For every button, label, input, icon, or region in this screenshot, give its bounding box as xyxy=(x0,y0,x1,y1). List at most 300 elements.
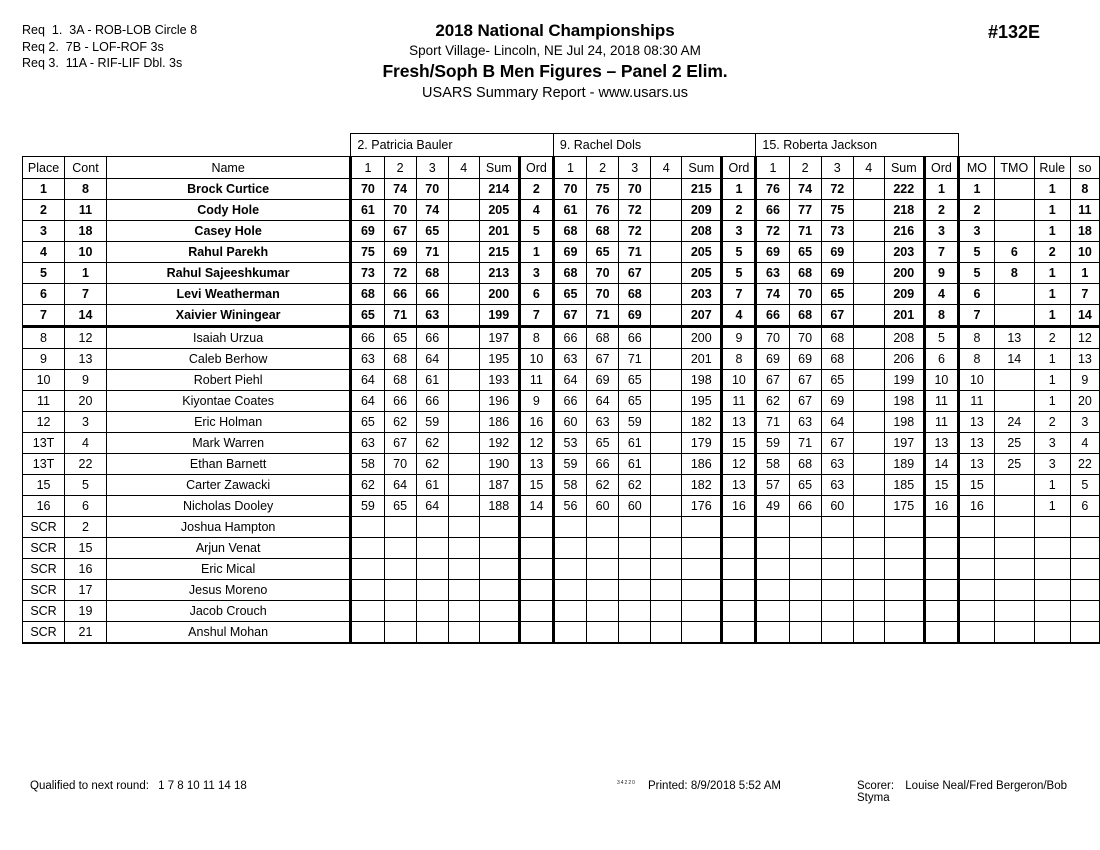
cell-j2-score-2: 66 xyxy=(587,454,619,475)
table-row[interactable] xyxy=(23,370,1100,391)
cell-j1-ord xyxy=(519,538,553,559)
cell-so xyxy=(1070,517,1099,538)
cell-j3-score-2: 71 xyxy=(789,221,821,242)
cell-j3-ord xyxy=(924,538,958,559)
cell-rule xyxy=(1034,580,1070,601)
cell-so: 22 xyxy=(1070,454,1099,475)
col-header-j2-score-3: 3 xyxy=(619,157,651,179)
cell-j3-score-4 xyxy=(853,179,884,200)
cell-place: 13T xyxy=(23,433,65,454)
cell-mo: 5 xyxy=(958,242,994,263)
cell-j2-ord xyxy=(722,538,756,559)
table-row[interactable] xyxy=(23,327,1100,349)
cell-j2-score-2: 76 xyxy=(587,200,619,221)
requirement-line-3: Req 3. 11A - RIF-LIF Dbl. 3s xyxy=(22,56,183,70)
cell-so: 6 xyxy=(1070,496,1099,517)
cell-j1-score-2: 62 xyxy=(384,412,416,433)
cell-j2-ord xyxy=(722,517,756,538)
cell-j2-score-1: 61 xyxy=(553,200,586,221)
cell-j3-score-2: 63 xyxy=(789,412,821,433)
cell-j2-score-1: 58 xyxy=(553,475,586,496)
cell-j2-score-3: 60 xyxy=(619,496,651,517)
cell-mo xyxy=(958,622,994,644)
cell-j1-score-1: 65 xyxy=(351,305,384,327)
col-header-cont: Cont xyxy=(65,157,107,179)
cell-j3-score-3 xyxy=(821,580,853,601)
cell-cont: 22 xyxy=(65,454,107,475)
cell-j3-sum xyxy=(884,601,924,622)
cell-j1-score-3: 64 xyxy=(416,496,448,517)
cell-j2-score-4 xyxy=(651,263,682,284)
cell-j1-ord xyxy=(519,517,553,538)
cell-j2-score-1: 68 xyxy=(553,263,586,284)
table-row[interactable] xyxy=(23,242,1100,263)
cell-j3-score-3: 68 xyxy=(821,349,853,370)
cell-cont: 19 xyxy=(65,601,107,622)
cell-rule: 1 xyxy=(1034,475,1070,496)
cell-place: 9 xyxy=(23,349,65,370)
cell-mo: 6 xyxy=(958,284,994,305)
cell-j3-ord: 16 xyxy=(924,496,958,517)
cell-j2-score-3: 71 xyxy=(619,349,651,370)
cell-j2-ord: 16 xyxy=(722,496,756,517)
cell-j1-sum: 190 xyxy=(479,454,519,475)
table-row[interactable] xyxy=(23,221,1100,242)
col-header-j1-score-3: 3 xyxy=(416,157,448,179)
cell-name: Ethan Barnett xyxy=(106,454,350,475)
cell-cont: 1 xyxy=(65,263,107,284)
cell-j3-score-4 xyxy=(853,580,884,601)
table-row[interactable] xyxy=(23,580,1100,601)
cell-j1-score-4 xyxy=(448,305,479,327)
col-header-j3-score-4: 4 xyxy=(853,157,884,179)
printed-label: Printed: xyxy=(648,780,688,792)
cell-j2-score-2: 64 xyxy=(587,391,619,412)
cell-j3-score-1: 76 xyxy=(756,179,789,200)
cell-j3-score-3: 64 xyxy=(821,412,853,433)
cell-j2-score-2: 62 xyxy=(587,475,619,496)
cell-rule: 2 xyxy=(1034,242,1070,263)
cell-j1-score-3 xyxy=(416,622,448,644)
requirement-line-1: Req 1. 3A - ROB-LOB Circle 8 xyxy=(22,23,198,37)
cell-j3-score-2: 65 xyxy=(789,242,821,263)
cell-j3-score-2: 68 xyxy=(789,305,821,327)
cell-j3-score-4 xyxy=(853,559,884,580)
cell-j3-score-4 xyxy=(853,200,884,221)
col-header-j2-ord: Ord xyxy=(722,157,756,179)
cell-j2-sum: 198 xyxy=(682,370,722,391)
col-header-rule: Rule xyxy=(1034,157,1070,179)
cell-j1-score-2: 74 xyxy=(384,179,416,200)
cell-j3-score-1: 62 xyxy=(756,391,789,412)
scorer-line xyxy=(857,780,1100,804)
cell-j1-score-4 xyxy=(448,370,479,391)
cell-j1-score-2: 64 xyxy=(384,475,416,496)
cell-mo: 10 xyxy=(958,370,994,391)
cell-j1-sum: 188 xyxy=(479,496,519,517)
cell-j3-score-4 xyxy=(853,433,884,454)
cell-rule: 3 xyxy=(1034,433,1070,454)
cell-j2-score-1: 59 xyxy=(553,454,586,475)
judge-band-spacer xyxy=(1070,134,1099,157)
cell-j3-score-2: 71 xyxy=(789,433,821,454)
cell-j2-score-4 xyxy=(651,200,682,221)
judge-band-spacer xyxy=(1034,134,1070,157)
cell-mo xyxy=(958,559,994,580)
cell-j1-sum xyxy=(479,580,519,601)
cell-j1-ord xyxy=(519,601,553,622)
cell-j1-score-2: 66 xyxy=(384,391,416,412)
cell-j3-ord: 2 xyxy=(924,200,958,221)
cell-j2-score-4 xyxy=(651,559,682,580)
cell-j2-score-2 xyxy=(587,622,619,644)
cell-j3-score-2 xyxy=(789,538,821,559)
cell-j3-score-3: 65 xyxy=(821,284,853,305)
column-header-row xyxy=(23,157,1100,179)
cell-name: Jesus Moreno xyxy=(106,580,350,601)
cell-j3-score-2: 77 xyxy=(789,200,821,221)
cell-j2-score-3 xyxy=(619,580,651,601)
table-row[interactable] xyxy=(23,391,1100,412)
col-header-j1-ord: Ord xyxy=(519,157,553,179)
report-version: 34220 xyxy=(617,780,636,786)
results-table-body xyxy=(23,134,1100,644)
cell-j2-ord: 13 xyxy=(722,475,756,496)
cell-cont: 10 xyxy=(65,242,107,263)
cell-cont: 16 xyxy=(65,559,107,580)
cell-j1-score-3: 68 xyxy=(416,263,448,284)
cell-j1-ord: 15 xyxy=(519,475,553,496)
cell-j1-score-4 xyxy=(448,327,479,349)
cell-j1-sum xyxy=(479,517,519,538)
cell-j2-score-1: 65 xyxy=(553,284,586,305)
cell-mo: 8 xyxy=(958,327,994,349)
cell-j3-ord: 14 xyxy=(924,454,958,475)
cell-place: SCR xyxy=(23,538,65,559)
cell-cont: 9 xyxy=(65,370,107,391)
cell-name: Rahul Sajeeshkumar xyxy=(106,263,350,284)
cell-tmo xyxy=(994,305,1034,327)
cell-so: 11 xyxy=(1070,200,1099,221)
cell-mo: 3 xyxy=(958,221,994,242)
event-division: Fresh/Soph B Men Figures – Panel 2 Elim. xyxy=(382,61,728,81)
cell-j2-ord: 12 xyxy=(722,454,756,475)
cell-tmo: 25 xyxy=(994,454,1034,475)
cell-j2-sum: 205 xyxy=(682,263,722,284)
cell-mo: 11 xyxy=(958,391,994,412)
cell-j3-score-4 xyxy=(853,601,884,622)
col-header-j1-score-1: 1 xyxy=(351,157,384,179)
cell-j2-sum: 209 xyxy=(682,200,722,221)
cell-j2-sum: 215 xyxy=(682,179,722,200)
cell-so: 5 xyxy=(1070,475,1099,496)
cell-tmo: 8 xyxy=(994,263,1034,284)
judge-band-spacer xyxy=(958,134,994,157)
cell-j3-score-1: 69 xyxy=(756,349,789,370)
table-row[interactable] xyxy=(23,454,1100,475)
cell-so xyxy=(1070,622,1099,644)
cell-j2-score-3: 65 xyxy=(619,370,651,391)
cell-j3-sum xyxy=(884,580,924,601)
cell-j3-score-3: 73 xyxy=(821,221,853,242)
cell-j2-sum: 208 xyxy=(682,221,722,242)
col-header-j3-score-3: 3 xyxy=(821,157,853,179)
col-header-name: Name xyxy=(106,157,350,179)
cell-j2-ord: 2 xyxy=(722,200,756,221)
cell-rule: 2 xyxy=(1034,412,1070,433)
cell-mo xyxy=(958,538,994,559)
cell-j1-score-2: 67 xyxy=(384,221,416,242)
cell-j3-ord: 13 xyxy=(924,433,958,454)
cell-j1-score-3: 61 xyxy=(416,475,448,496)
table-row[interactable] xyxy=(23,412,1100,433)
table-row[interactable] xyxy=(23,517,1100,538)
printed-line xyxy=(648,780,781,792)
table-row[interactable] xyxy=(23,475,1100,496)
cell-mo: 13 xyxy=(958,454,994,475)
cell-so: 14 xyxy=(1070,305,1099,327)
cell-j1-ord: 16 xyxy=(519,412,553,433)
cell-so: 3 xyxy=(1070,412,1099,433)
cell-j1-sum xyxy=(479,622,519,644)
cell-j2-score-3: 72 xyxy=(619,200,651,221)
cell-j1-score-4 xyxy=(448,454,479,475)
cell-j3-sum: 201 xyxy=(884,305,924,327)
cell-j1-ord: 12 xyxy=(519,433,553,454)
cell-j3-score-3 xyxy=(821,517,853,538)
cell-j1-score-1: 64 xyxy=(351,391,384,412)
col-header-place: Place xyxy=(23,157,65,179)
cell-j2-score-4 xyxy=(651,179,682,200)
cell-j3-score-2: 66 xyxy=(789,496,821,517)
results-table xyxy=(22,133,1100,644)
cell-j1-ord: 4 xyxy=(519,200,553,221)
table-row[interactable] xyxy=(23,433,1100,454)
judge-3-label: 15. Roberta Jackson xyxy=(756,134,959,157)
cell-j1-sum xyxy=(479,601,519,622)
cell-j1-score-3: 74 xyxy=(416,200,448,221)
table-row[interactable] xyxy=(23,284,1100,305)
table-row[interactable] xyxy=(23,179,1100,200)
cell-j3-score-4 xyxy=(853,391,884,412)
cell-j3-score-2: 70 xyxy=(789,327,821,349)
cell-mo: 8 xyxy=(958,349,994,370)
table-row[interactable] xyxy=(23,305,1100,327)
cell-j3-ord: 4 xyxy=(924,284,958,305)
judge-band-spacer xyxy=(65,134,107,157)
cell-j1-score-1 xyxy=(351,517,384,538)
cell-j1-score-2: 70 xyxy=(384,454,416,475)
table-row[interactable] xyxy=(23,496,1100,517)
cell-j2-sum xyxy=(682,601,722,622)
cell-j1-sum: 215 xyxy=(479,242,519,263)
cell-rule xyxy=(1034,622,1070,644)
cell-j2-sum: 179 xyxy=(682,433,722,454)
cell-j2-score-2: 71 xyxy=(587,305,619,327)
cell-j3-ord xyxy=(924,559,958,580)
cell-j1-ord: 8 xyxy=(519,327,553,349)
table-row[interactable] xyxy=(23,601,1100,622)
cell-j2-score-3: 68 xyxy=(619,284,651,305)
cell-name: Levi Weatherman xyxy=(106,284,350,305)
col-header-tmo: TMO xyxy=(994,157,1034,179)
cell-j3-score-2 xyxy=(789,580,821,601)
cell-j2-ord xyxy=(722,559,756,580)
cell-j2-score-1: 60 xyxy=(553,412,586,433)
cell-j3-score-3: 69 xyxy=(821,263,853,284)
cell-j1-score-2: 72 xyxy=(384,263,416,284)
cell-mo: 1 xyxy=(958,179,994,200)
cell-j3-score-1: 57 xyxy=(756,475,789,496)
cell-j1-score-4 xyxy=(448,433,479,454)
cell-j3-sum xyxy=(884,538,924,559)
table-row[interactable] xyxy=(23,200,1100,221)
cell-j3-score-1: 58 xyxy=(756,454,789,475)
cell-j1-score-3: 66 xyxy=(416,391,448,412)
cell-mo: 13 xyxy=(958,433,994,454)
cell-name: Carter Zawacki xyxy=(106,475,350,496)
cell-j3-score-3: 75 xyxy=(821,200,853,221)
cell-j3-score-3 xyxy=(821,559,853,580)
cell-j1-score-3 xyxy=(416,601,448,622)
cell-j3-ord: 7 xyxy=(924,242,958,263)
cell-j2-score-3: 69 xyxy=(619,305,651,327)
cell-j2-score-1: 66 xyxy=(553,391,586,412)
cell-name: Robert Piehl xyxy=(106,370,350,391)
cell-j1-ord: 5 xyxy=(519,221,553,242)
cell-place: 8 xyxy=(23,327,65,349)
cell-j3-ord: 8 xyxy=(924,305,958,327)
cell-so: 12 xyxy=(1070,327,1099,349)
cell-name: Xaivier Winingear xyxy=(106,305,350,327)
cell-j1-score-3: 62 xyxy=(416,433,448,454)
cell-j1-sum: 192 xyxy=(479,433,519,454)
cell-j3-score-4 xyxy=(853,412,884,433)
table-row[interactable] xyxy=(23,349,1100,370)
cell-j2-ord: 9 xyxy=(722,327,756,349)
cell-cont: 15 xyxy=(65,538,107,559)
cell-j2-ord: 8 xyxy=(722,349,756,370)
cell-j2-score-4 xyxy=(651,517,682,538)
qualified-values: 1 7 8 10 11 14 18 xyxy=(158,780,247,792)
cell-tmo: 6 xyxy=(994,242,1034,263)
cell-j2-score-2 xyxy=(587,580,619,601)
cell-j1-score-3: 66 xyxy=(416,327,448,349)
cell-j1-score-2: 66 xyxy=(384,284,416,305)
cell-rule xyxy=(1034,517,1070,538)
cell-tmo xyxy=(994,475,1034,496)
cell-tmo xyxy=(994,221,1034,242)
cell-place: 3 xyxy=(23,221,65,242)
cell-name: Nicholas Dooley xyxy=(106,496,350,517)
cell-j3-score-1: 49 xyxy=(756,496,789,517)
cell-j1-score-4 xyxy=(448,517,479,538)
cell-j1-score-4 xyxy=(448,559,479,580)
cell-j1-sum: 187 xyxy=(479,475,519,496)
cell-j3-sum: 222 xyxy=(884,179,924,200)
cell-j2-score-4 xyxy=(651,601,682,622)
cell-j3-ord: 1 xyxy=(924,179,958,200)
cell-tmo: 24 xyxy=(994,412,1034,433)
cell-j3-score-3: 69 xyxy=(821,391,853,412)
cell-j3-score-3 xyxy=(821,601,853,622)
cell-j1-score-3 xyxy=(416,580,448,601)
cell-j1-score-2: 65 xyxy=(384,327,416,349)
cell-so xyxy=(1070,538,1099,559)
cell-name: Casey Hole xyxy=(106,221,350,242)
cell-j3-sum xyxy=(884,517,924,538)
cell-j2-ord: 11 xyxy=(722,391,756,412)
table-row[interactable] xyxy=(23,559,1100,580)
cell-j1-score-4 xyxy=(448,200,479,221)
cell-j1-score-4 xyxy=(448,391,479,412)
cell-so: 13 xyxy=(1070,349,1099,370)
cell-j3-score-3: 60 xyxy=(821,496,853,517)
cell-j3-sum: 198 xyxy=(884,412,924,433)
cell-j2-score-4 xyxy=(651,391,682,412)
cell-j3-score-2 xyxy=(789,622,821,644)
cell-j3-sum: 200 xyxy=(884,263,924,284)
table-row[interactable] xyxy=(23,263,1100,284)
cell-mo: 5 xyxy=(958,263,994,284)
cell-j2-score-4 xyxy=(651,433,682,454)
cell-j2-score-4 xyxy=(651,475,682,496)
cell-cont: 2 xyxy=(65,517,107,538)
cell-j1-ord: 2 xyxy=(519,179,553,200)
cell-j1-score-1 xyxy=(351,580,384,601)
cell-j3-ord xyxy=(924,580,958,601)
cell-j1-score-3: 65 xyxy=(416,221,448,242)
report-subtitle: USARS Summary Report - www.usars.us xyxy=(422,85,688,101)
title-block xyxy=(250,20,860,104)
table-row[interactable] xyxy=(23,622,1100,644)
cell-j3-score-4 xyxy=(853,454,884,475)
cell-tmo xyxy=(994,559,1034,580)
cell-rule: 1 xyxy=(1034,221,1070,242)
cell-j1-score-1: 73 xyxy=(351,263,384,284)
cell-name: Jacob Crouch xyxy=(106,601,350,622)
cell-j1-score-1: 68 xyxy=(351,284,384,305)
cell-rule: 1 xyxy=(1034,370,1070,391)
cell-j2-score-3 xyxy=(619,559,651,580)
cell-j3-score-4 xyxy=(853,538,884,559)
cell-j1-score-1: 66 xyxy=(351,327,384,349)
cell-j3-score-2 xyxy=(789,559,821,580)
cell-j2-sum: 195 xyxy=(682,391,722,412)
table-row[interactable] xyxy=(23,538,1100,559)
judge-1-label: 2. Patricia Bauler xyxy=(351,134,554,157)
cell-j3-score-1 xyxy=(756,622,789,644)
cell-j2-score-1: 69 xyxy=(553,242,586,263)
judge-band-spacer xyxy=(106,134,350,157)
cell-j3-score-1: 66 xyxy=(756,305,789,327)
cell-name: Rahul Parekh xyxy=(106,242,350,263)
cell-j3-score-4 xyxy=(853,517,884,538)
cell-j3-score-4 xyxy=(853,284,884,305)
cell-j3-ord: 11 xyxy=(924,412,958,433)
cell-j2-score-1: 66 xyxy=(553,327,586,349)
cell-so: 9 xyxy=(1070,370,1099,391)
cell-tmo xyxy=(994,200,1034,221)
cell-j3-score-2 xyxy=(789,601,821,622)
cell-j2-score-3: 71 xyxy=(619,242,651,263)
cell-j2-score-1: 56 xyxy=(553,496,586,517)
cell-j1-score-4 xyxy=(448,221,479,242)
cell-j2-score-4 xyxy=(651,284,682,305)
cell-j2-sum: 207 xyxy=(682,305,722,327)
col-header-mo: MO xyxy=(958,157,994,179)
cell-j3-score-4 xyxy=(853,370,884,391)
